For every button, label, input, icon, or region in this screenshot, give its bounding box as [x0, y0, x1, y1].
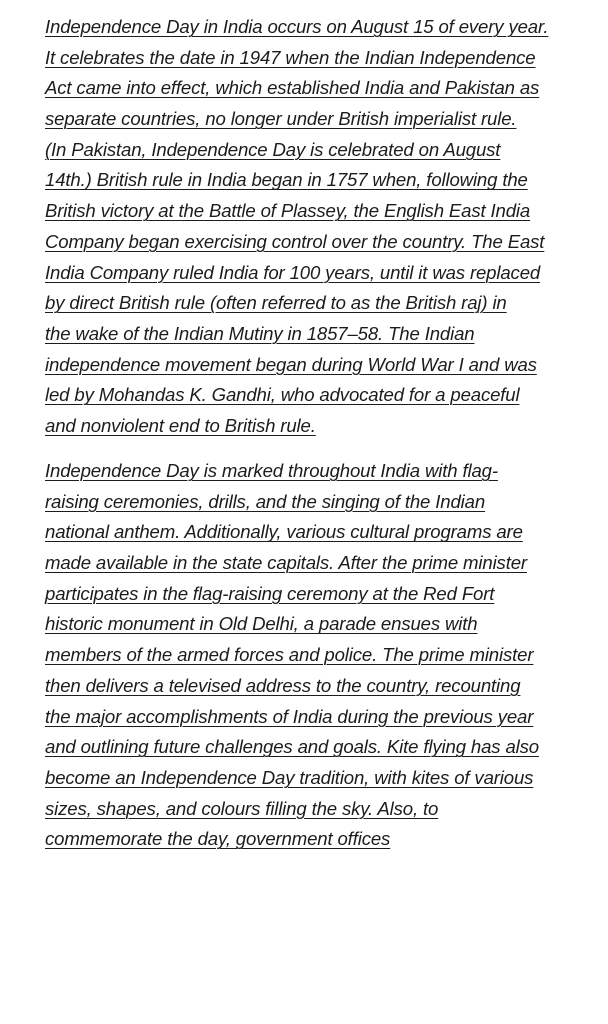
text-line: Act came into effect, which established India and Pakistan as [45, 77, 540, 99]
text-line: by direct British rule (often referred to as the British raj) in [45, 292, 507, 314]
paragraph-celebrations [45, 456, 585, 855]
text-line: and outlining future challenges and goals. Kite flying has also [45, 736, 539, 758]
text-line: It celebrates the date in 1947 when the Indian Independence [45, 46, 536, 68]
paragraph-history [45, 12, 585, 442]
text-line: commemorate the day, government offices [45, 828, 391, 850]
text-line: led by Mohandas K. Gandhi, who advocated for a peaceful [45, 384, 520, 406]
text-line: then delivers a televised address to the country, recounting [45, 674, 521, 696]
text-line: the wake of the Indian Mutiny in 1857–58. The Indian [45, 322, 475, 344]
text-line: members of the armed forces and police. The prime minister [45, 644, 534, 666]
text-line: sizes, shapes, and colours filling the sky. Also, to [45, 797, 439, 819]
text-line: (In Pakistan, Independence Day is celebrated on August [45, 138, 501, 160]
text-line: separate countries, no longer under British imperialist rule. [45, 108, 517, 130]
text-line: Independence Day is marked throughout India with flag- [45, 460, 498, 481]
text-line: independence movement began during World War I and was [45, 353, 537, 375]
text-line: participates in the flag-raising ceremony at the Red Fort [45, 582, 495, 604]
text-line: made available in the state capitals. After the prime minister [45, 552, 527, 574]
text-line: Independence Day in India occurs on August 15 of every year. [45, 16, 549, 37]
text-line: India Company ruled India for 100 years, until it was replaced [45, 261, 541, 283]
text-line: historic monument in Old Delhi, a parade ensues with [45, 613, 478, 635]
text-line: become an Independence Day tradition, with kites of various [45, 766, 534, 788]
text-line: national anthem. Additionally, various cultural programs are [45, 521, 523, 543]
text-line: and nonviolent end to British rule. [45, 414, 316, 436]
text-line: British victory at the Battle of Plassey, the English East India [45, 200, 531, 222]
text-line: Company began exercising control over the country. The East [45, 230, 545, 252]
text-line: 14th.) British rule in India began in 1757 when, following the [45, 169, 528, 191]
text-line: raising ceremonies, drills, and the singing of the Indian [45, 490, 486, 512]
text-line: the major accomplishments of India during the previous year [45, 705, 534, 727]
